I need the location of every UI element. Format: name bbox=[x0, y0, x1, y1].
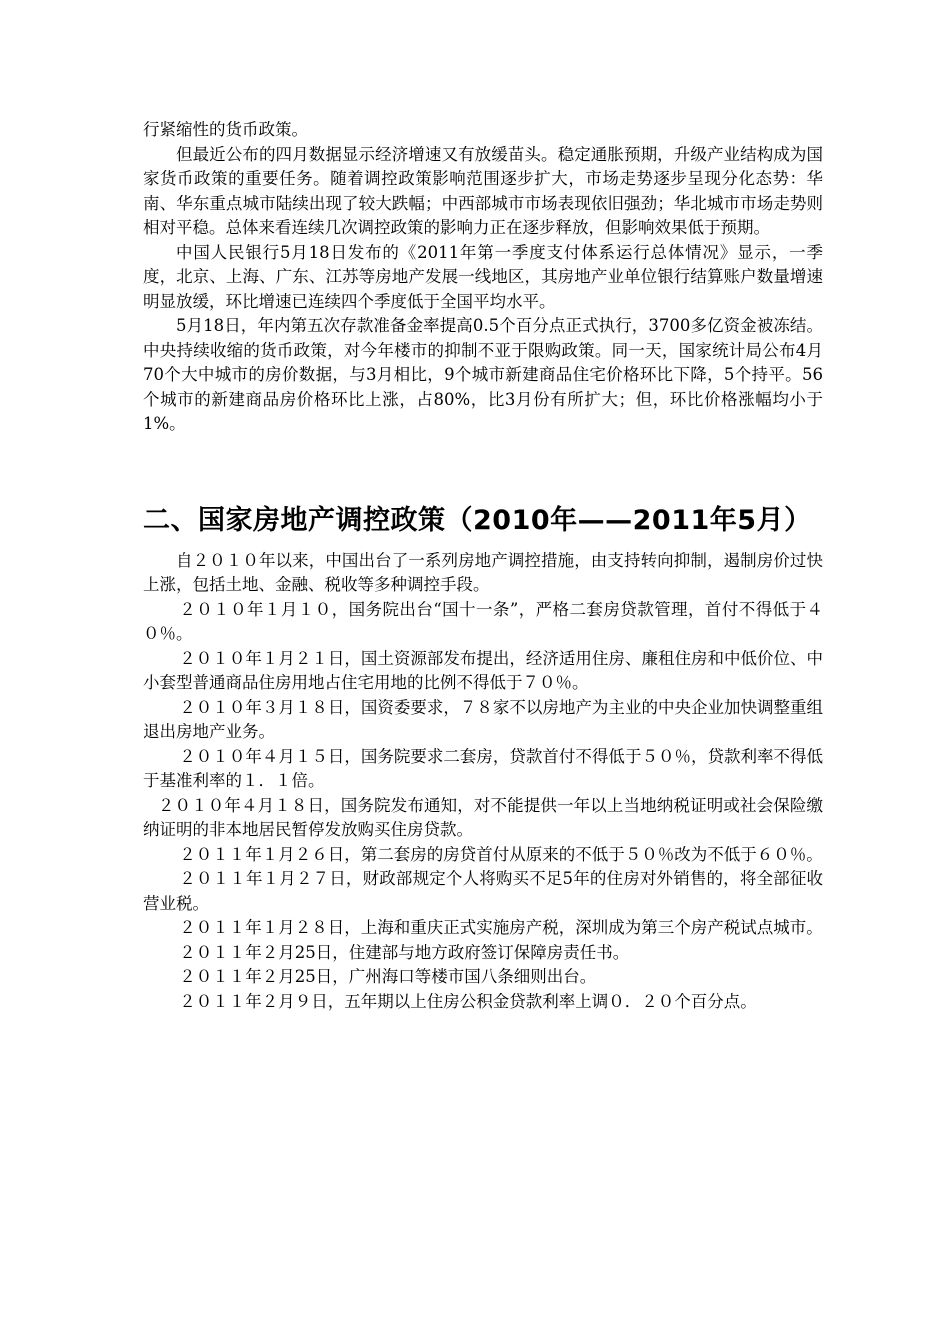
policy-paragraph-10: ２０１１年２月25日，住建部与地方政府签订保障房责任书。 bbox=[179, 942, 630, 962]
document-page bbox=[143, 118, 823, 1014]
policy-paragraph-11: ２０１１年２月25日，广州海口等楼市国八条细则出台。 bbox=[179, 967, 597, 986]
policy-paragraph-8: ２０１１年１月２７日，财政部规定个人将购买不足5年的住房对外销售的，将全部征收营业税。 bbox=[143, 869, 823, 913]
policy-paragraph-4: ２０１０年３月１８日，国资委要求，７８家不以房地产为主业的中央企业加快调整重组退出房地产业务。 bbox=[143, 697, 823, 741]
intro-paragraph-4: 5月18日，年内第五次存款准备金率提高0.5个百分点正式执行，3700多亿资金被冻结。中央持续收缩的货币政策，对今年楼市的抑制不亚于限购政策。同一天，国家统计局公布4月70个大中城市的房价数据，与3月相比，9个城市新建商品住宅价格环比下降，5个持平。56个城市的新建商品房价格环比上涨，占80%，比3月份有所扩大；但，环比价格涨幅均小于1%。 bbox=[143, 316, 823, 433]
policy-paragraph-9: ２０１１年１月２８日，上海和重庆正式实施房产税，深圳成为第三个房产税试点城市。 bbox=[179, 918, 823, 937]
policy-paragraph-2: ２０１０年１月１０，国务院出台“国十一条”，严格二套房贷款管理，首付不得低于４０％。 bbox=[143, 599, 823, 643]
policy-paragraph-12: ２０１１年２月９日，五年期以上住房公积金贷款利率上调０．２０个百分点。 bbox=[179, 991, 757, 1011]
intro-paragraph-2: 但最近公布的四月数据显示经济增速又有放缓苗头。稳定通胀预期，升级产业结构成为国家货币政策的重要任务。随着调控政策影响范围逐步扩大，市场走势逐步呈现分化态势：华南、华东重点城市陆续出现了较大跌幅；中西部城市市场表现依旧强劲；华北城市市场走势则相对平稳。总体来看连续几次调控政策的影响力正在逐步释放，但影响效果低于预期。 bbox=[143, 144, 823, 237]
intro-paragraph-1: 行紧缩性的货币政策。 bbox=[143, 120, 308, 139]
intro-paragraph-3: 中国人民银行5月18日发布的《2011年第一季度支付体系运行总体情况》显示，一季度，北京、上海、广东、江苏等房地产发展一线地区，其房地产业单位银行结算账户数量增速明显放缓，环比增速已连续四个季度低于全国平均水平。 bbox=[143, 242, 823, 311]
policy-paragraph-7: ２０１１年１月２６日，第二套房的房贷首付从原来的不低于５０％改为不低于６０％。 bbox=[179, 844, 823, 864]
section-heading: 二、国家房地产调控政策（2010年——2011年5月） bbox=[143, 504, 812, 536]
policy-paragraph-6: ２０１０年４月１８日，国务院发布通知，对不能提供一年以上当地纳税证明或社会保险缴纳证明的非本地居民暂停发放购买住房贷款。 bbox=[143, 795, 823, 839]
policy-paragraph-1: 自２０１０年以来，中国出台了一系列房地产调控措施，由支持转向抑制，遏制房价过快上涨，包括土地、金融、税收等多种调控手段。 bbox=[143, 550, 823, 594]
policy-paragraph-3: ２０１０年１月２１日，国土资源部发布提出，经济适用住房、廉租住房和中低价位、中小套型普通商品住房用地占住宅用地的比例不得低于７０％。 bbox=[143, 648, 823, 692]
policy-paragraph-5: ２０１０年４月１５日，国务院要求二套房，贷款首付不得低于５０％，贷款利率不得低于基准利率的１．１倍。 bbox=[143, 746, 823, 790]
